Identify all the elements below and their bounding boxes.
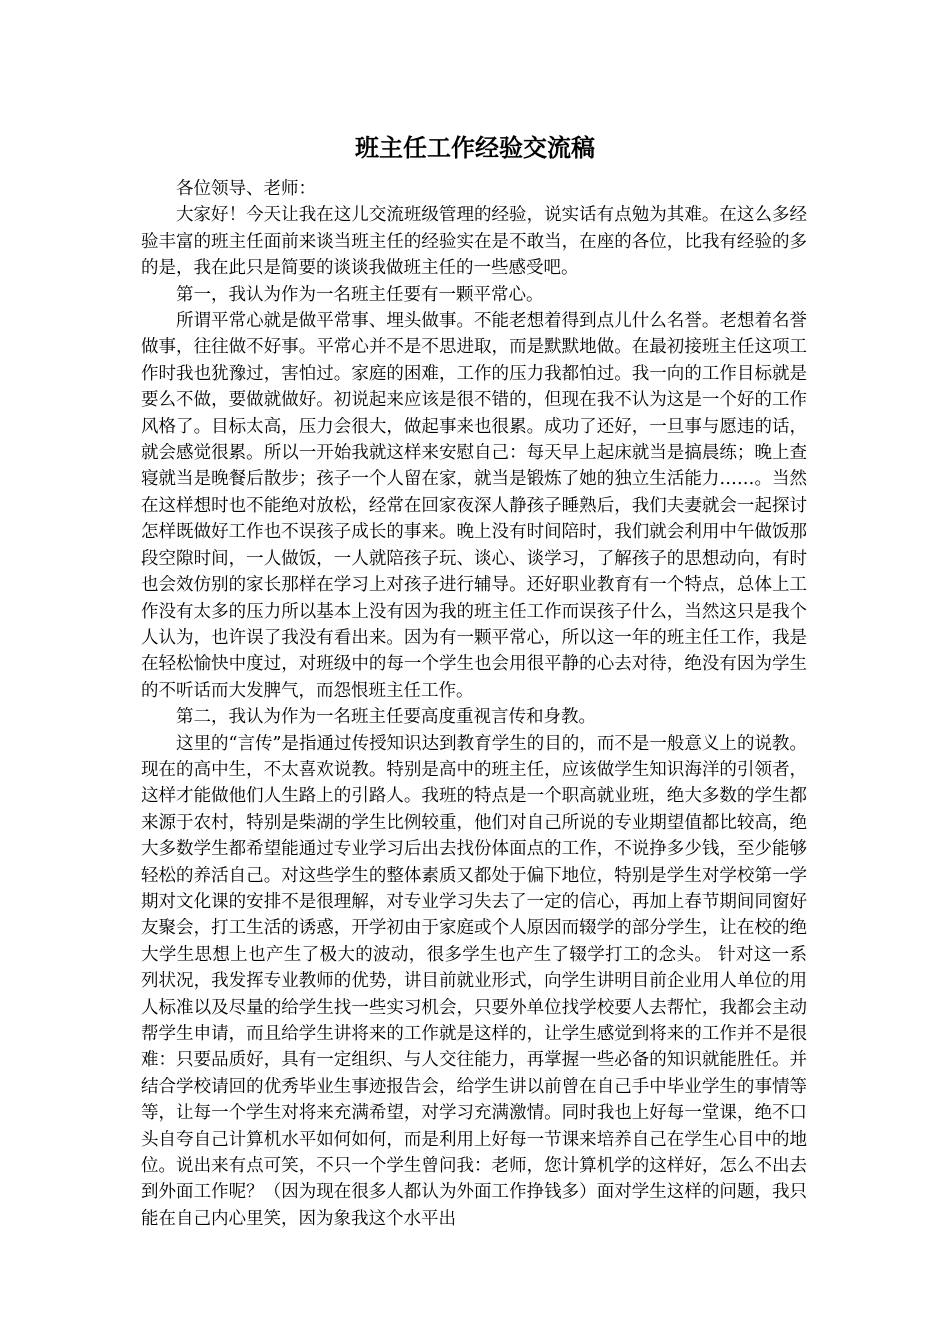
document-body <box>141 176 807 1232</box>
heading-point-two: 第二，我认为作为一名班主任要高度重视言传和身教。 <box>176 707 596 728</box>
salutation: 各位领导、老师： <box>176 179 316 199</box>
document-title: 班主任工作经验交流稿 <box>355 134 595 162</box>
paragraph-opening: 大家好！今天让我在这儿交流班级管理的经验，说实话有点勉为其难。在这么多经验丰富的班主任面前来谈当班主任的经验实在是不敢当，在座的各位，比我有经验的多的是，我在此只是简要的谈谈我做班主任的一些感受吧。 <box>141 205 807 279</box>
paragraph-point-one: 所谓平常心就是做平常事、埋头做事。不能老想着得到点儿什么名誉。老想着名誉做事，往往做不好事。平常心并不是不思进取，而是默默地做。在最初接班主任这项工作时我也犹豫过，害怕过。家庭的困难，工作的压力我都怕过。我一向的工作目标就是要么不做，要做就做好。初说起来应该是很不错的，但现在我不认为这是一个好的工作风格了。目标太高，压力会很大，做起事来也很累。成功了还好，一旦事与愿违的话，就会感觉很累。所以一开始我就这样来安慰自己：每天早上起床就当是搞晨练；晚上查寝就当是晚餐后散步；孩子一个人留在家，就当是锻炼了她的独立生活能力……。当然在这样想时也不能绝对放松，经常在回家夜深人静孩子睡熟后，我们夫妻就会一起探讨怎样既做好工作也不误孩子成长的事来。晚上没有时间陪时，我们就会利用中午做饭那段空隙时间，一人做饭，一人就陪孩子玩、谈心、谈学习，了解孩子的思想动向，有时也会效仿别的家长那样在学习上对孩子进行辅导。还好职业教育有一个特点，总体上工作没有太多的压力所以基本上没有因为我的班主任工作而误孩子什么，当然这只是我个人认为，也许误了我没有看出来。因为有一颗平常心，所以这一年的班主任工作，我是在轻松愉快中度过，对班级中的每一个学生也会用很平静的心去对待，绝没有因为学生的不听话而大发脾气，而怨恨班主任工作。 <box>141 311 807 701</box>
paragraph-point-two: 这里的“言传”是指通过传授知识达到教育学生的目的，而不是一般意义上的说教。现在的高中生，不太喜欢说教。特别是高中的班主任，应该做学生知识海洋的引领者，这样才能做他们人生路上的引路人。我班的特点是一个职高就业班，绝大多数的学生都来源于农村，特别是柴湖的学生比例较重，他们对自己所说的专业期望值都比较高，绝大多数学生都希望能通过专业学习后出去找份体面点的工作，不说挣多少钱，至少能够轻松的养活自己。对这些学生的整体素质又都处于偏下地位，特别是学生对学校第一学期对文化课的安排不是很理解，对专业学习失去了一定的信心，再加上春节期间同窗好友聚会，打工生活的诱惑，开学初由于家庭或个人原因而辍学的部分学生，让在校的绝大学生思想上也产生了极大的波动，很多学生也产生了辍学打工的念头。 针对这一系列状况，我发挥专业教师的优势，讲目前就业形式，向学生讲明目前企业用人单位的用人标准以及尽量的给学生找一些实习机会，只要外单位找学校要人去帮忙，我都会主动帮学生申请，而且给学生讲将来的工作就是这样的，让学生感觉到将来的工作并不是很难：只要品质好，具有一定组织、与人交往能力，再掌握一些必备的知识就能胜任。并结合学校请回的优秀毕业生事迹报告会，给学生讲以前曾在自己手中毕业学生的事情等等，让每一个学生对将来充满希望，对学习充满激情。同时我也上好每一堂课，绝不口头自夸自己计算机水平如何如何，而是利用上好每一节课来培养自己在学生心目中的地位。说出来有点可笑，不只一个学生曾问我：老师，您计算机学的这样好，怎么不出去到外面工作呢？（因为现在很多人都认为外面工作挣钱多）面对学生这样的问题，我只能在自己内心里笑，因为象我这个水平出 <box>141 733 807 1229</box>
heading-point-one: 第一，我认为作为一名班主任要有一颗平常心。 <box>176 284 544 305</box>
